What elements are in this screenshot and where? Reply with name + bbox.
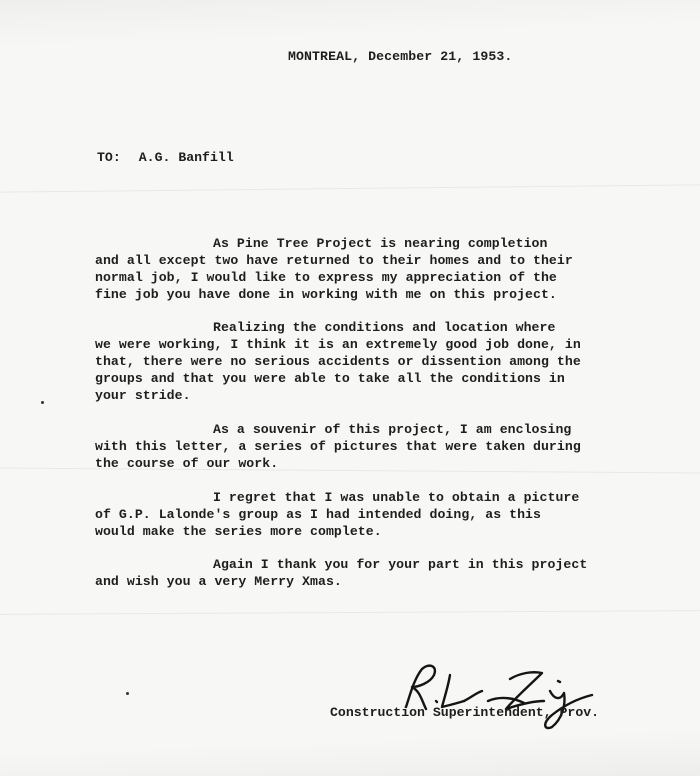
ink-speck [41,401,44,404]
body-line: As Pine Tree Project is nearing completion [213,236,548,251]
body-line: and wish you a very Merry Xmas. [95,574,342,589]
recipient-name: A.G. Banfill [138,150,234,165]
body-line: the course of our work. [95,456,279,471]
body-line: would make the series more complete. [95,524,382,539]
body-line: Realizing the conditions and location where [213,320,556,335]
body-line: and all except two have returned to their homes and to their [95,253,573,268]
ink-speck [126,692,129,695]
recipient-line [97,150,234,165]
body-line: we were working, I think it is an extremely good job done, in [95,337,581,352]
body-line: fine job you have done in working with me on this project. [95,287,557,302]
body-line: of G.P. Lalonde's group as I had intended doing, as this [95,507,541,522]
handwritten-signature [392,655,612,735]
paper-crease [0,184,700,192]
paper-crease [0,610,700,615]
signer-title: Construction Superintendent, Prov. [330,705,600,720]
dateline: MONTREAL, December 21, 1953. [288,49,513,64]
body-line: that, there were no serious accidents or dissention among the [95,354,581,369]
body-line: Again I thank you for your part in this project [213,557,588,572]
body-line: with this letter, a series of pictures that were taken during [95,439,581,454]
body-line: groups and that you were able to take all the conditions in [95,371,565,386]
body-line: As a souvenir of this project, I am enclosing [213,422,572,437]
body-line: I regret that I was unable to obtain a picture [213,490,580,505]
to-label: TO: [97,150,121,165]
body-line: your stride. [95,388,191,403]
body-line: normal job, I would like to express my appreciation of the [95,270,557,285]
